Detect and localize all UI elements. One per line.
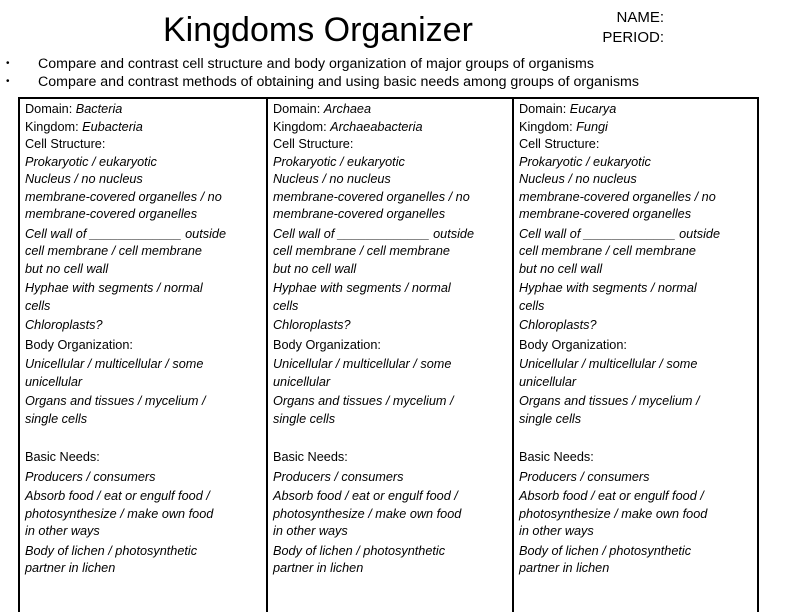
kingdom-line: Kingdom: Archaeabacteria <box>273 119 423 134</box>
cell-structure-heading: Cell Structure: <box>25 137 106 151</box>
prokaryotic-option: Prokaryotic / eukaryotic <box>273 154 405 169</box>
organs-option: Organs and tissues / mycelium / single cells <box>25 394 206 426</box>
organelles-option: membrane-covered organelles / no membrane-covered organelles <box>25 189 222 221</box>
nucleus-option: Nucleus / no nucleus <box>273 172 391 186</box>
domain-line: Domain: Archaea <box>273 102 372 116</box>
domain-value: Archaea <box>323 102 372 116</box>
hyphae-option: Hyphae with segments / normal cells <box>519 281 697 313</box>
unicellular-option: Unicellular / multicellular / some unicellular <box>519 357 698 389</box>
page-title: Kingdoms Organizer <box>163 11 473 49</box>
lichen-option: Body of lichen / photosynthetic partner in lichen <box>25 543 198 575</box>
column-bacteria <box>20 99 266 612</box>
column-fungi <box>512 99 757 612</box>
absorb-option: Absorb food / eat or engulf food / photosynthesize / make own food in other ways <box>519 489 708 538</box>
organelles-option: membrane-covered organelles / no membrane-covered organelles <box>519 189 716 221</box>
unicellular-option: Unicellular / multicellular / some unicellular <box>25 357 204 389</box>
bullet-icon: • <box>6 76 10 87</box>
nucleus-option: Nucleus / no nucleus <box>25 172 143 186</box>
name-period-block <box>596 8 664 48</box>
prokaryotic-option: Prokaryotic / eukaryotic <box>519 154 651 169</box>
domain-value: Eucarya <box>569 102 617 116</box>
lichen-option: Body of lichen / photosynthetic partner in lichen <box>519 543 692 575</box>
cell-wall-option: Cell wall of _____________ outside cell membrane / cell membrane but no cell wall <box>519 226 721 276</box>
domain-line: Domain: Bacteria <box>25 102 123 116</box>
kingdom-value: Eubacteria <box>82 119 143 134</box>
name-label: NAME: <box>616 9 664 26</box>
absorb-option: Absorb food / eat or engulf food / photosynthesize / make own food in other ways <box>273 489 462 538</box>
kingdom-value: Archaeabacteria <box>330 119 423 134</box>
body-organization-heading: Body Organization: <box>519 337 627 352</box>
organs-option: Organs and tissues / mycelium / single cells <box>519 394 700 426</box>
bullet-icon: • <box>6 58 10 69</box>
objective-item <box>6 55 639 73</box>
cell-wall-option: Cell wall of _____________ outside cell membrane / cell membrane but no cell wall <box>25 226 227 276</box>
chloroplasts-question: Chloroplasts? <box>519 318 597 332</box>
chloroplasts-question: Chloroplasts? <box>273 318 351 332</box>
cell-structure-heading: Cell Structure: <box>273 137 354 151</box>
kingdom-line: Kingdom: Eubacteria <box>25 119 143 134</box>
prokaryotic-option: Prokaryotic / eukaryotic <box>25 154 157 169</box>
cell-wall-option: Cell wall of _____________ outside cell membrane / cell membrane but no cell wall <box>273 226 475 276</box>
nucleus-option: Nucleus / no nucleus <box>519 172 637 186</box>
cell-structure-heading: Cell Structure: <box>519 137 600 151</box>
hyphae-option: Hyphae with segments / normal cells <box>273 281 451 313</box>
domain-line: Domain: Eucarya <box>519 102 617 116</box>
body-organization-heading: Body Organization: <box>273 337 381 352</box>
kingdom-line: Kingdom: Fungi <box>519 119 608 134</box>
producers-option: Producers / consumers <box>25 469 156 484</box>
domain-value: Bacteria <box>75 102 123 116</box>
objective-text: Compare and contrast cell structure and body organization of major groups of organisms <box>38 56 594 72</box>
producers-option: Producers / consumers <box>519 469 650 484</box>
body-organization-heading: Body Organization: <box>25 337 133 352</box>
kingdoms-table <box>18 97 759 612</box>
kingdom-value: Fungi <box>576 119 608 134</box>
unicellular-option: Unicellular / multicellular / some unicellular <box>273 357 452 389</box>
basic-needs-heading: Basic Needs: <box>519 450 594 464</box>
objectives-list <box>6 55 639 91</box>
organelles-option: membrane-covered organelles / no membrane-covered organelles <box>273 189 470 221</box>
objective-text: Compare and contrast methods of obtaining and using basic needs among groups of organisms <box>38 74 639 90</box>
organs-option: Organs and tissues / mycelium / single cells <box>273 394 454 426</box>
objective-item <box>6 73 639 91</box>
period-label: PERIOD: <box>602 29 664 46</box>
absorb-option: Absorb food / eat or engulf food / photosynthesize / make own food in other ways <box>25 489 214 538</box>
basic-needs-heading: Basic Needs: <box>25 450 100 464</box>
column-archaea <box>266 99 512 612</box>
basic-needs-heading: Basic Needs: <box>273 450 348 464</box>
lichen-option: Body of lichen / photosynthetic partner in lichen <box>273 543 446 575</box>
chloroplasts-question: Chloroplasts? <box>25 318 103 332</box>
hyphae-option: Hyphae with segments / normal cells <box>25 281 203 313</box>
producers-option: Producers / consumers <box>273 469 404 484</box>
